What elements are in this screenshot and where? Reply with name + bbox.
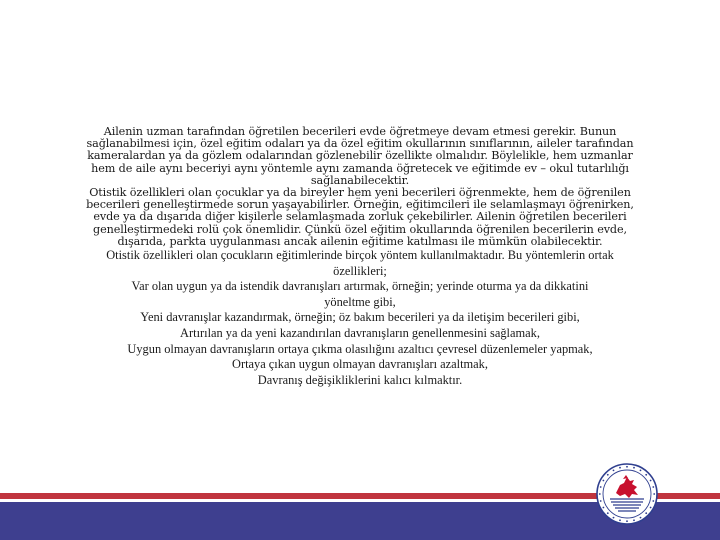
text-line: kameralardan ya da gözlem odalarından gözlenebilir özellikte olmalıdır. Böylelikle, hem uzmanlar — [87, 149, 633, 163]
seal-graphic — [596, 463, 658, 525]
text-line: sağlanabilmesi için, özel eğitim odaları ya da özel eğitim okullarının sınıflarının, aileler tarafından — [86, 137, 634, 151]
text-line: özellikleri; — [333, 263, 387, 278]
text-line: Ortaya çıkan uygun olmayan davranışları azaltmak, — [232, 357, 488, 372]
text-line: becerileri genelleştirmede sorun yaşayabilirler. Örneğin, eğitimcileri ile selamlaşmayı öğrenirken, — [86, 198, 634, 212]
text-line: evde ya da dışarıda diğer kişilerle selamlaşmada zorluk çekebilirler. Ailenin öğretilen becerileri — [93, 210, 627, 224]
paragraph-generalization — [30, 187, 690, 248]
paragraph-family-practice — [30, 126, 690, 187]
text-line: Artırılan ya da yeni kazandırılan davranışların genellenmesini sağlamak, — [180, 326, 540, 340]
text-line: yöneltme gibi, — [324, 294, 396, 309]
text-line: Ailenin uzman tarafından öğretilen becerileri evde öğretmeye devam etmesi gerekir. Bunun — [103, 125, 617, 138]
text-line: hem de aile aynı beceriyi aynı yöntemle aynı zamanda öğretecek ve eğitimde ev – okul tutarlılığı — [91, 161, 629, 175]
text-line: Uygun olmayan davranışların ortaya çıkma olasılığını azaltıcı çevresel düzenlemeler yapmak, — [127, 341, 593, 356]
text-line: dışarıda, parkta uygulanması ancak ailenin eğitime katılması ile mümkün olabilecektir. — [117, 234, 603, 248]
text-line: genelleştirmedeki rolü çok önemlidir. Çünkü özel eğitim okullarında öğrenilen becerilerin evde, — [93, 222, 627, 236]
text-line: Otistik özellikleri olan çocuklar ya da bireyler hem yeni becerileri öğrenmekte, hem de öğrenilen — [89, 186, 631, 200]
university-seal-icon — [596, 463, 658, 525]
text-line: Davranış değişikliklerini kalıcı kılmaktır. — [257, 372, 463, 387]
slide-body — [30, 126, 690, 388]
text-line: Var olan uygun ya da istendik davranışları artırmak, örneğin; yerinde oturma ya da dikkatini — [131, 279, 589, 294]
text-line: Yeni davranışlar kazandırmak, örneğin; öz bakım becerileri ya da iletişim becerileri gibi, — [140, 310, 580, 325]
paragraph-methods — [30, 248, 690, 388]
text-line: Otistik özellikleri olan çocukların eğitimlerinde birçok yöntem kullanılmaktadır. Bu yöntemlerin ortak — [106, 248, 614, 263]
text-line: sağlanabilecektir. — [310, 173, 410, 187]
